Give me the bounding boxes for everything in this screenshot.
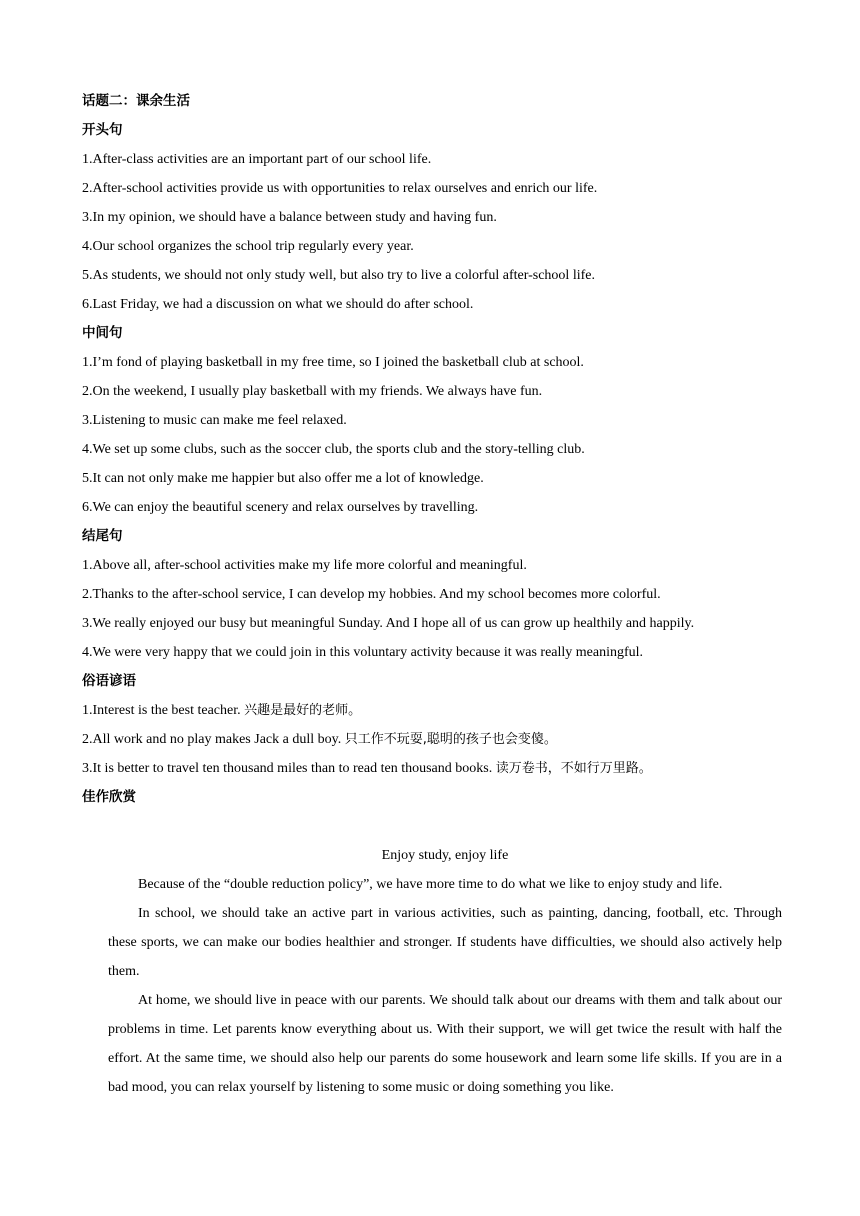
- ending-heading: 结尾句: [82, 528, 123, 544]
- opening-item: 6.Last Friday, we had a discussion on what we should do after school.: [82, 297, 474, 312]
- middle-heading: 中间句: [82, 325, 123, 341]
- proverb-item: [82, 754, 782, 783]
- proverb-english: 3.It is better to travel ten thousand miles than to read ten thousand books.: [82, 761, 493, 776]
- proverb-chinese: 读万卷书，不如行万里路。: [495, 761, 652, 776]
- middle-item: 1.I’m fond of playing basketball in my free time, so I joined the basketball club at school.: [82, 355, 584, 370]
- proverb-chinese: 只工作不玩耍,聪明的孩子也会变傻。: [344, 732, 557, 747]
- opening-heading: 开头句: [82, 122, 123, 138]
- opening-item: 4.Our school organizes the school trip regularly every year.: [82, 239, 414, 254]
- essay-title: Enjoy study, enjoy life: [381, 848, 509, 863]
- proverb-item: [82, 725, 782, 754]
- middle-item: 2.On the weekend, I usually play basketball with my friends. We always have fun.: [82, 384, 543, 399]
- document-content: [82, 87, 782, 1102]
- essay-paragraph: At home, we should live in peace with our parents. We should talk about our dreams with them and talk about our problems in time. Let parents know everything about us. With their support, we will get twice the result with half the effort. At the same time, we should also help our parents do some housework and learn some life skills. If you are in a bad mood, you can relax yourself by listening to some music or doing something you like.: [108, 993, 782, 1095]
- opening-item: 1.After-class activities are an important part of our school life.: [82, 152, 432, 167]
- proverb-item: [82, 696, 782, 725]
- opening-item: 2.After-school activities provide us with opportunities to relax ourselves and enrich our life.: [82, 181, 598, 196]
- middle-item: 5.It can not only make me happier but also offer me a lot of knowledge.: [82, 471, 484, 486]
- ending-item: 4.We were very happy that we could join in this voluntary activity because it was really meaningful.: [82, 645, 644, 660]
- middle-item: 4.We set up some clubs, such as the soccer club, the sports club and the story-telling club.: [82, 442, 585, 457]
- middle-item: 3.Listening to music can make me feel relaxed.: [82, 413, 347, 428]
- proverb-english: 2.All work and no play makes Jack a dull boy.: [82, 732, 342, 747]
- topic-heading: 话题二：课余生活: [82, 93, 190, 109]
- ending-item: 2.Thanks to the after-school service, I can develop my hobbies. And my school becomes more colorful.: [82, 587, 661, 602]
- opening-item: 5.As students, we should not only study well, but also try to live a colorful after-school life.: [82, 268, 595, 283]
- blank-line: [82, 812, 782, 841]
- opening-item: 3.In my opinion, we should have a balance between study and having fun.: [82, 210, 497, 225]
- proverb-english: 1.Interest is the best teacher.: [82, 703, 241, 718]
- proverbs-heading: 俗语谚语: [82, 673, 136, 689]
- ending-item: 3.We really enjoyed our busy but meaningful Sunday. And I hope all of us can grow up healthily and happily.: [82, 616, 695, 631]
- ending-item: 1.Above all, after-school activities make my life more colorful and meaningful.: [82, 558, 527, 573]
- essay-paragraph: Because of the “double reduction policy”, we have more time to do what we like to enjoy study and life.: [138, 877, 723, 892]
- middle-item: 6.We can enjoy the beautiful scenery and relax ourselves by travelling.: [82, 500, 479, 515]
- essay-paragraph: In school, we should take an active part in various activities, such as painting, dancing, football, etc. Through these sports, we can make our bodies healthier and stronger. If students have difficulties, we should also actively help them.: [108, 906, 782, 979]
- proverb-chinese: 兴趣是最好的老师。: [244, 703, 362, 718]
- essay-heading: 佳作欣赏: [82, 789, 136, 805]
